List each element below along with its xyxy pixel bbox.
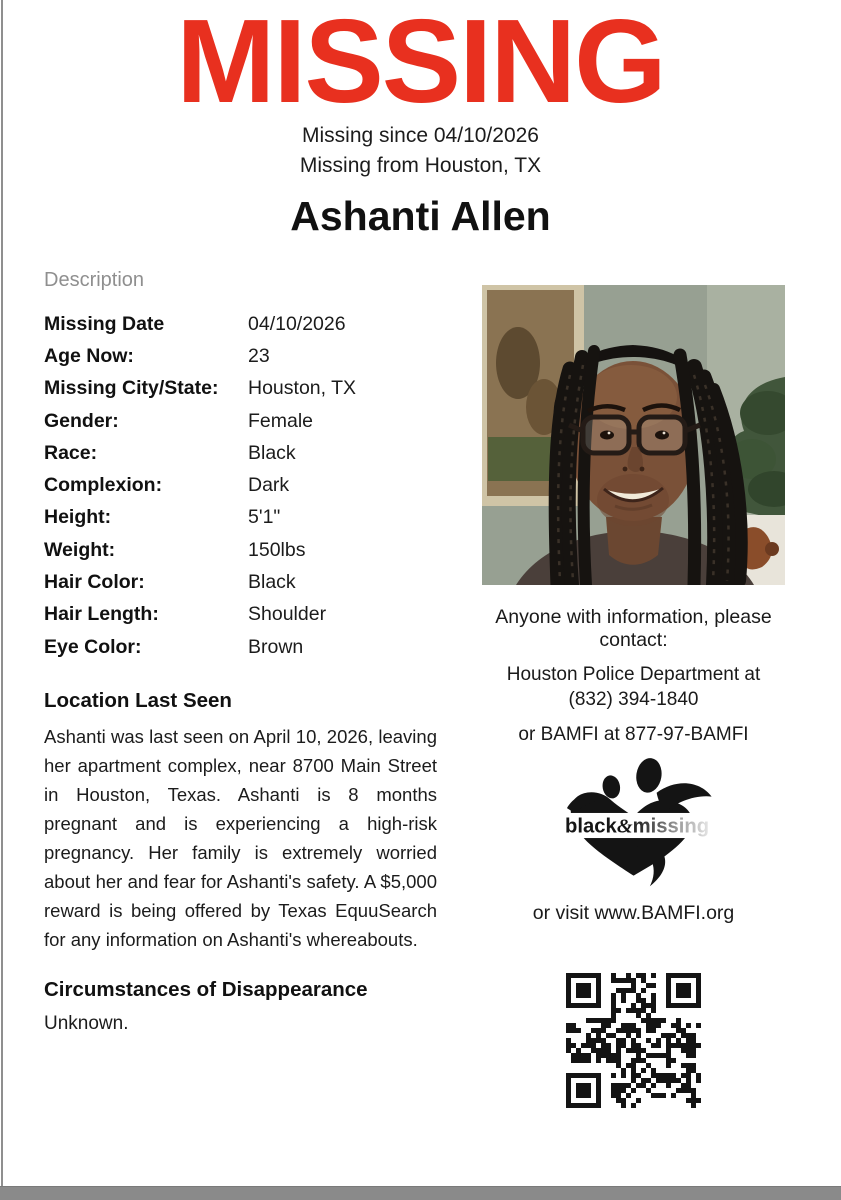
circumstances-text: Unknown.	[44, 1013, 129, 1035]
row-label: Hair Color:	[44, 571, 145, 594]
logo-text-missing: missing	[632, 815, 710, 838]
row-value: Dark	[248, 474, 290, 497]
table-row	[44, 534, 437, 566]
details-column	[44, 269, 437, 1035]
row-value: Houston, TX	[248, 377, 357, 400]
table-row	[44, 405, 437, 437]
row-label: Height:	[44, 506, 112, 529]
row-label: Missing City/State:	[44, 377, 219, 400]
row-label: Complexion:	[44, 474, 163, 497]
row-value: Brown	[248, 635, 304, 658]
table-row	[44, 308, 437, 340]
row-label: Weight:	[44, 538, 116, 561]
contact-intro: Anyone with information, please contact:	[495, 606, 772, 651]
logo-text-amp: &	[616, 815, 633, 838]
row-label: Age Now:	[44, 344, 134, 367]
row-value: 04/10/2026	[248, 312, 346, 335]
contact-police: Houston Police Department at	[506, 664, 761, 685]
bottom-gray-bar	[0, 1186, 841, 1200]
location-last-seen-heading: Location Last Seen	[44, 689, 232, 713]
table-row	[44, 566, 437, 598]
contact-police-phone: (832) 394-1840	[568, 689, 699, 710]
visit-url-line: or visit www.BAMFI.org	[532, 902, 735, 924]
description-table	[44, 308, 437, 663]
qr-code	[566, 973, 701, 1108]
table-row	[44, 599, 437, 631]
row-label: Race:	[44, 441, 98, 464]
table-row	[44, 340, 437, 372]
table-row	[44, 437, 437, 469]
logo-text-black: black	[565, 815, 617, 838]
missing-from-line: Missing from Houston, TX	[299, 154, 542, 177]
table-row	[44, 502, 437, 534]
missing-person-photo	[482, 285, 785, 585]
left-edge-border	[1, 0, 3, 1200]
row-value: 5'1"	[248, 506, 281, 529]
row-value: Female	[248, 409, 314, 432]
headline-missing: MISSING	[176, 0, 665, 128]
description-section-label: Description	[44, 269, 145, 291]
row-value: Shoulder	[248, 603, 327, 626]
row-label: Hair Length:	[44, 603, 159, 626]
circumstances-heading: Circumstances of Disappearance	[44, 978, 368, 1002]
row-value: Black	[248, 441, 296, 464]
row-label: Gender:	[44, 409, 119, 432]
table-row	[44, 631, 437, 663]
black-and-missing-logo-icon	[551, 758, 716, 893]
row-value: 150lbs	[248, 538, 306, 561]
row-label: Missing Date	[44, 312, 165, 335]
contact-bamfi-phone: or BAMFI at 877-97-BAMFI	[518, 724, 749, 745]
table-row	[44, 373, 437, 405]
person-name: Ashanti Allen	[290, 193, 551, 239]
row-value: 23	[248, 344, 270, 367]
contact-column	[482, 285, 785, 1113]
row-value: Black	[248, 571, 296, 594]
svg-text:black&missing	[565, 815, 709, 837]
table-row	[44, 469, 437, 501]
location-last-seen-text: Ashanti was last seen on April 10, 2026, leaving her apartment complex, near 8700 Main Street in Houston, Texas. Ashanti is 8 months pregnant and is experiencing a high-risk pregnancy. Her family is extremely worried about her and fear for Ashanti's safety. A $5,000 reward is being offered by Texas EquuSearch for any information on Ashanti's whereabouts.	[44, 726, 437, 951]
missing-since-line: Missing since 04/10/2026	[302, 124, 539, 147]
row-label: Eye Color:	[44, 635, 142, 658]
